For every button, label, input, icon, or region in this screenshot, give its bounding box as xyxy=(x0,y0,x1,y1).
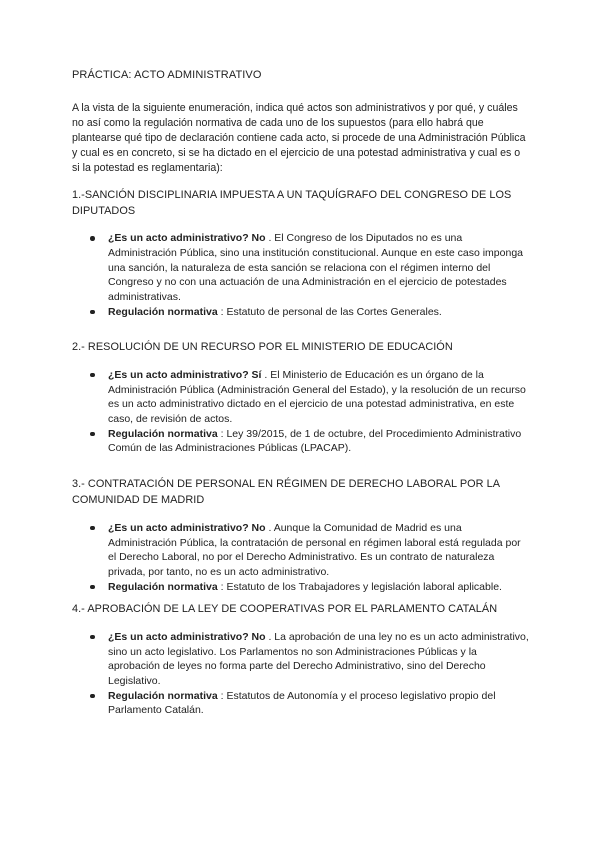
list-item-regulation xyxy=(108,305,530,320)
section-heading: 4.- APROBACIÓN DE LA LEY DE COOPERATIVAS POR EL PARLAMENTO CATALÁN xyxy=(72,603,498,616)
question-text: . El Ministerio de Educación es un órgano de la Administración Pública (Administración General del Estado), y la resolución de un recurso es un acto administrativo dictado en el ejercicio de una potestad administrativa, en este caso, de revisión de actos. xyxy=(108,368,526,426)
regulation-text: : Estatuto de los Trabajadores y legislación laboral aplicable. xyxy=(217,580,502,593)
list-item-regulation xyxy=(108,427,530,456)
bullet-icon xyxy=(90,526,95,531)
bullet-list xyxy=(72,368,530,456)
regulation-text: : Estatuto de personal de las Cortes Generales. xyxy=(217,305,442,318)
section-4 xyxy=(72,602,530,718)
regulation-label: Regulación normativa xyxy=(108,580,218,593)
bullet-list xyxy=(72,231,530,319)
regulation-label: Regulación normativa xyxy=(108,427,218,440)
regulation-label: Regulación normativa xyxy=(108,305,218,318)
regulation-text: : Estatutos de Autonomía y el proceso legislativo propio del Parlamento Catalán. xyxy=(108,689,496,717)
question-text: . El Congreso de los Diputados no es una Administración Pública, sino una institución constitucional. Aunque en este caso imponga una sanción, la naturaleza de esta sanción se relaciona con el régimen interno del Congreso y no con una actuación de una Administración en el ejercicio de potestades administrativas. xyxy=(108,232,524,304)
list-item-regulation xyxy=(108,580,530,595)
section-heading: 1.-SANCIÓN DISCIPLINARIA IMPUESTA A UN TAQUÍGRAFO DEL CONGRESO DE LOS DIPUTADOS xyxy=(72,189,512,217)
section-3 xyxy=(72,477,530,594)
question-label: ¿Es un acto administrativo? No xyxy=(108,232,266,245)
section-heading: 3.- CONTRATACIÓN DE PERSONAL EN RÉGIMEN DE DERECHO LABORAL POR LA COMUNIDAD DE MADRID xyxy=(72,478,500,506)
page-title: PRÁCTICA: ACTO ADMINISTRATIVO xyxy=(72,69,262,81)
intro-paragraph: A la vista de la siguiente enumeración, indica qué actos son administrativos y por qué, y cuáles no así como la regulación normativa de cada uno de los supuestos (para ello habrá que plantearse qué tipo de declaración contiene cada acto, si procede de una Administración Pública y cual es en concreto, si se ha dictado en el ejercicio de una potestad administrativa y cual es o si la potestad es reglamentaria): xyxy=(72,102,526,175)
question-label: ¿Es un acto administrativo? Sí xyxy=(108,368,262,381)
bullet-icon xyxy=(90,373,95,378)
bullet-icon xyxy=(90,694,95,699)
question-label: ¿Es un acto administrativo? No xyxy=(108,521,266,534)
regulation-label: Regulación normativa xyxy=(108,689,218,702)
bullet-list xyxy=(72,521,530,595)
document-page xyxy=(72,68,530,718)
question-text: . Aunque la Comunidad de Madrid es una Administración Pública, la contratación de personal en régimen laboral está regulada por el Derecho Laboral, no por el Derecho Administrativo. Es un contrato de naturaleza privada, por tanto, no es un acto administrativo. xyxy=(108,521,521,579)
list-item-question xyxy=(108,630,530,689)
section-1 xyxy=(72,188,530,319)
regulation-text: : Ley 39/2015, de 1 de octubre, del Procedimiento Administrativo Común de las Administraciones Públicas (LPACAP). xyxy=(108,427,522,455)
question-text: . La aprobación de una ley no es un acto administrativo, sino un acto legislativo. Los Parlamentos no son Administraciones Públicas y la aprobación de leyes no forma parte del Derecho Administrativo, sino del Derecho Legislativo. xyxy=(108,630,529,687)
bullet-icon xyxy=(90,236,95,241)
section-2 xyxy=(72,340,530,457)
list-item-question xyxy=(108,521,530,580)
bullet-icon xyxy=(90,635,95,640)
section-heading: 2.- RESOLUCIÓN DE UN RECURSO POR EL MINISTERIO DE EDUCACIÓN xyxy=(72,340,453,353)
list-item-question xyxy=(108,231,530,305)
question-label: ¿Es un acto administrativo? No xyxy=(108,630,266,643)
list-item-question xyxy=(108,368,530,427)
bullet-icon xyxy=(90,432,95,437)
bullet-list xyxy=(72,630,530,718)
list-item-regulation xyxy=(108,689,530,718)
bullet-icon xyxy=(90,585,95,590)
bullet-icon xyxy=(90,310,95,315)
